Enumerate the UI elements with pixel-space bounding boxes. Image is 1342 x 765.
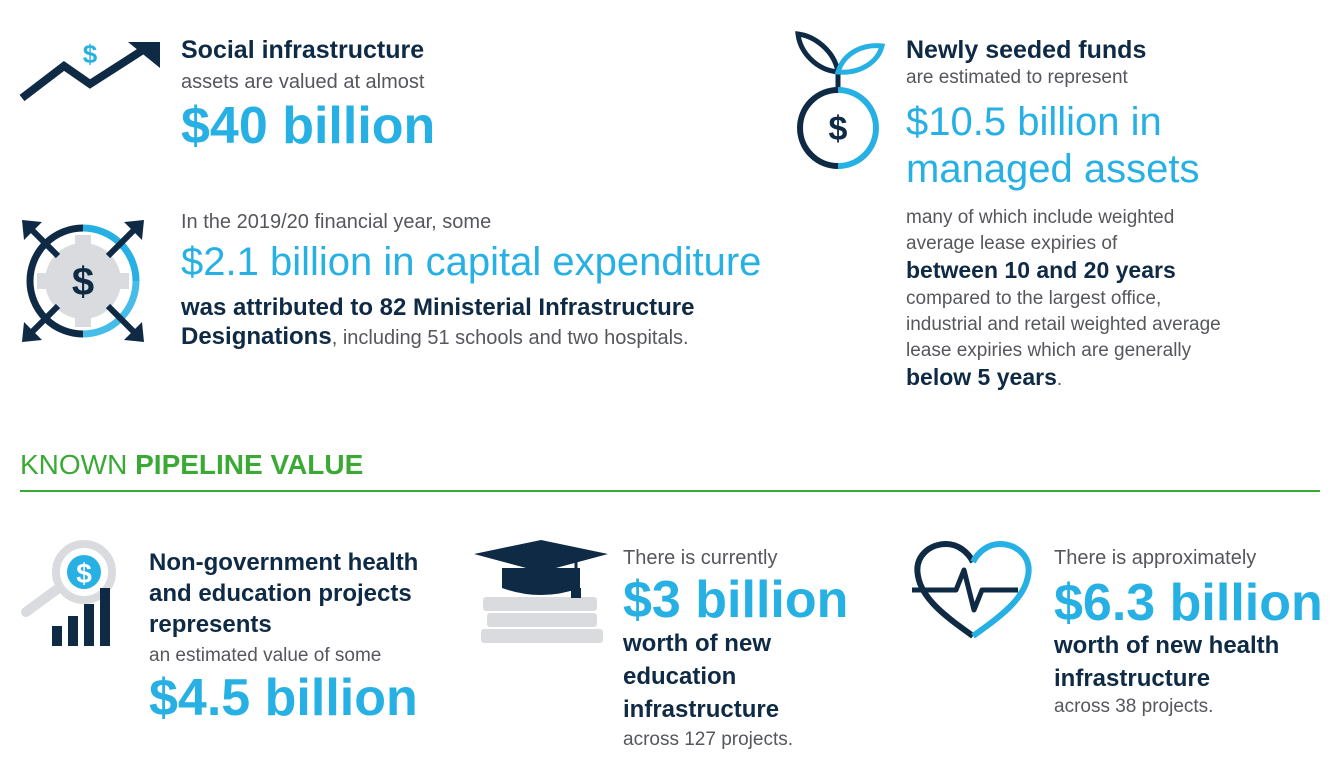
capex-body-tail: , including 51 schools and two hospitals. bbox=[331, 326, 689, 349]
health-value: $6.3 billion bbox=[1054, 574, 1323, 632]
seeded-body-1: many of which include weighted average lease expiries of bbox=[906, 207, 1175, 254]
seeded-body-end: . bbox=[1056, 369, 1063, 390]
seeded-body-bold-2: below 5 years bbox=[906, 364, 1057, 390]
seeded-subtitle: are estimated to represent bbox=[906, 67, 1128, 88]
health-intro: There is approximately bbox=[1054, 547, 1257, 569]
education-body: worth of new education infrastructure bbox=[623, 630, 780, 723]
non-gov-title: Non-government health and education projects represents bbox=[149, 549, 419, 638]
education-value: $3 billion bbox=[623, 571, 849, 629]
pipeline-heading bbox=[20, 449, 363, 481]
pipeline-heading-plain: KNOWN bbox=[20, 449, 136, 480]
dollar-glyph: $ bbox=[82, 39, 98, 69]
social-title: Social infrastructure bbox=[181, 36, 425, 64]
seeded-body-bold-1: between 10 and 20 years bbox=[906, 257, 1176, 283]
seeded-body bbox=[906, 205, 1226, 393]
magnifier-dollar-bars-icon bbox=[18, 540, 123, 648]
education-tail: across 127 projects. bbox=[623, 729, 794, 750]
health-tail: across 38 projects. bbox=[1054, 696, 1214, 717]
heartbeat-icon bbox=[908, 540, 1038, 640]
trend-up-dollar-icon bbox=[18, 36, 163, 104]
social-subtitle: assets are valued at almost bbox=[181, 71, 425, 93]
seeded-value: $10.5 billion in managed assets bbox=[906, 100, 1200, 192]
seeded-title: Newly seeded funds bbox=[906, 36, 1147, 64]
dollar-glyph: $ bbox=[76, 558, 92, 589]
capex-value: $2.1 billion in capital expenditure bbox=[181, 240, 762, 284]
capex-body bbox=[181, 294, 781, 352]
pipeline-divider bbox=[20, 490, 1320, 492]
graduation-cap-books-icon bbox=[472, 540, 610, 648]
dollar-glyph: $ bbox=[828, 110, 848, 148]
capex-intro: In the 2019/20 financial year, some bbox=[181, 211, 492, 233]
capex-body-bold: was attributed to 82 Ministerial Infrastructure Designations bbox=[181, 294, 695, 350]
seedling-coin-icon bbox=[794, 30, 886, 170]
social-value: $40 billion bbox=[181, 97, 436, 155]
non-gov-subtitle: an estimated value of some bbox=[149, 645, 382, 666]
health-body: worth of new health infrastructure bbox=[1054, 632, 1280, 692]
gear-dollar-arrows-icon bbox=[18, 216, 148, 346]
dollar-glyph: $ bbox=[71, 260, 95, 304]
seeded-body-2: compared to the largest office, industrial and retail weighted average lease expiries which are generally bbox=[906, 288, 1221, 361]
pipeline-heading-bold: PIPELINE VALUE bbox=[135, 449, 364, 480]
non-gov-value: $4.5 billion bbox=[149, 669, 418, 727]
education-intro: There is currently bbox=[623, 547, 778, 569]
